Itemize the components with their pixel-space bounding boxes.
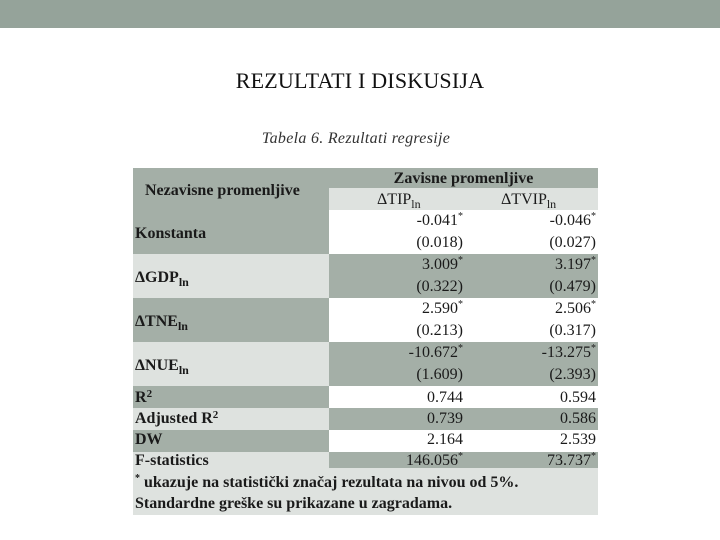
header-independent: Nezavisne promenljive bbox=[145, 182, 300, 199]
coef-cell: 2.506* bbox=[555, 299, 596, 317]
stat-label: F-statistics bbox=[135, 452, 209, 469]
col-header-tvip: $\Delta TVIP_{ln}$ bbox=[501, 191, 557, 211]
top-banner bbox=[0, 0, 720, 28]
stat-value: 0.594 bbox=[560, 389, 596, 406]
header-dependent: Zavisne promenljive bbox=[393, 170, 534, 187]
col-header-tip: $\Delta TIP_{ln}$ bbox=[377, 191, 421, 211]
se-cell: (0.018) bbox=[416, 234, 463, 251]
row-label: Konstanta bbox=[135, 225, 207, 242]
row-label: $\Delta NUE_{ln}$ bbox=[135, 357, 189, 377]
se-cell: (0.027) bbox=[549, 234, 596, 251]
se-cell: (0.317) bbox=[549, 322, 596, 339]
subheader-cell bbox=[329, 188, 598, 210]
se-cell: (0.479) bbox=[549, 278, 596, 295]
coef-cell: -0.041* bbox=[416, 211, 463, 229]
coef-cell: 3.197* bbox=[555, 255, 596, 273]
row-label: $\Delta TNE_{ln}$ bbox=[135, 313, 188, 333]
row-label: $\Delta GDP_{ln}$ bbox=[135, 269, 189, 289]
stat-value: 2.539 bbox=[560, 431, 596, 448]
footnote-significance: * ukazuje na statistički značaj rezultata na nivou od 5%. bbox=[135, 473, 519, 491]
se-cell: (2.393) bbox=[549, 366, 596, 383]
se-cell: (1.609) bbox=[416, 366, 463, 383]
coef-cell: 3.009* bbox=[422, 255, 463, 273]
se-cell: (0.322) bbox=[416, 278, 463, 295]
coef-cell: -10.672* bbox=[408, 343, 463, 361]
coef-cell: 2.590* bbox=[422, 299, 463, 317]
stat-label: DW bbox=[135, 431, 163, 448]
stat-value: 0.744 bbox=[427, 389, 463, 406]
stat-value: 146.056* bbox=[406, 451, 463, 469]
stat-label: $R^2$ bbox=[135, 388, 153, 406]
regression-table bbox=[133, 168, 598, 515]
footnote-standard-errors: Standardne greške su prikazane u zagradama. bbox=[135, 495, 453, 512]
coef-cell: -13.275* bbox=[541, 343, 596, 361]
slide-title: REZULTATI I DISKUSIJA bbox=[235, 68, 485, 93]
stat-value: 2.164 bbox=[427, 431, 463, 448]
se-cell: (0.213) bbox=[416, 322, 463, 339]
stat-label: Adjusted $R^2$ bbox=[135, 409, 219, 427]
table-caption: Tabela 6. Rezultati regresije bbox=[261, 130, 451, 147]
stat-value: 0.586 bbox=[560, 410, 596, 427]
stat-value: 0.739 bbox=[427, 410, 463, 427]
coef-cell: -0.046* bbox=[549, 211, 596, 229]
stat-value: 73.737* bbox=[547, 451, 596, 469]
